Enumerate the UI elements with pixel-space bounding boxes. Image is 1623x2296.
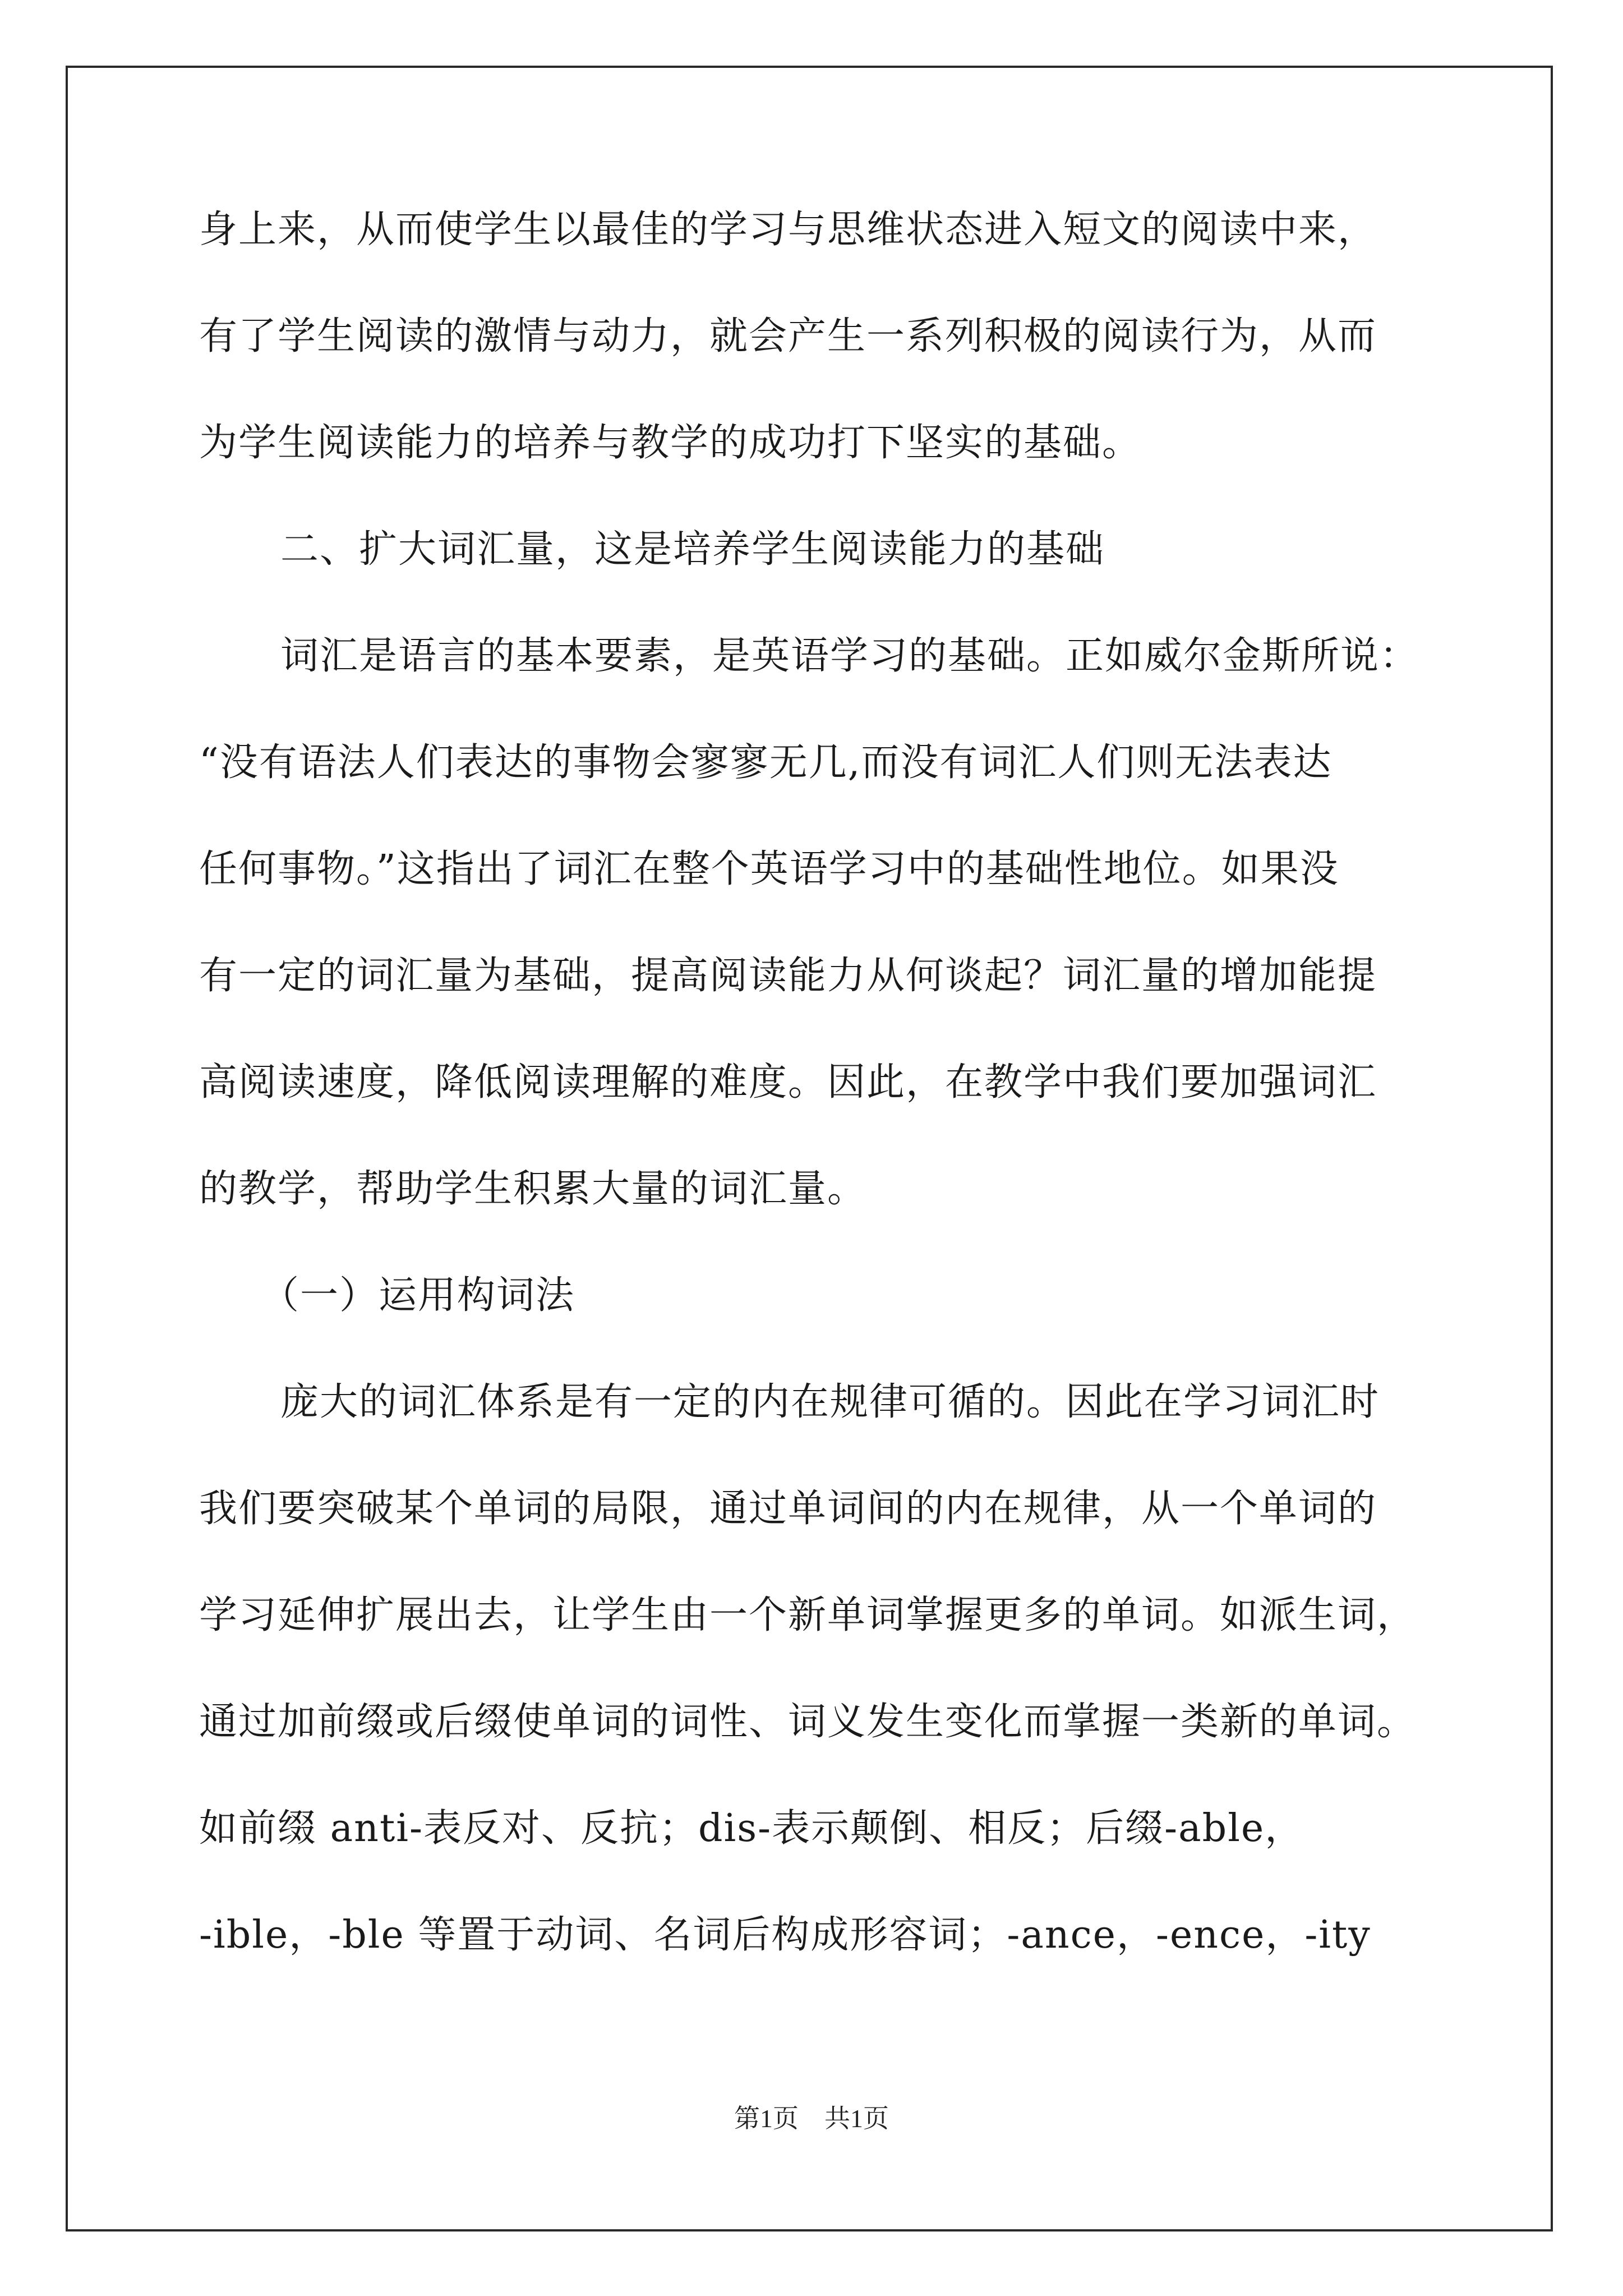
text-line: 有了学生阅读的激情与动力，就会产生一系列积极的阅读行为，从而 — [199, 314, 1377, 358]
text-line: 庞大的词汇体系是有一定的内在规律可循的。因此在学习词汇时 — [280, 1380, 1380, 1424]
text-line: 身上来，从而使学生以最佳的学习与思维状态进入短文的阅读中来， — [199, 208, 1377, 252]
text-line: 我们要突破某个单词的局限，通过单词间的内在规律，从一个单词的 — [199, 1487, 1377, 1531]
text-line: -ible，-ble 等置于动词、名词后构成形容词；-ance，-ence，-ity — [199, 1913, 1371, 1957]
text-line: 通过加前缀或后缀使单词的词性、词义发生变化而掌握一类新的单词。 — [199, 1700, 1417, 1744]
subsection-heading: （一）运用构词法 — [261, 1273, 575, 1318]
text-line: 词汇是语言的基本要素，是英语学习的基础。正如威尔金斯所说： — [280, 634, 1419, 678]
text-line: 为学生阅读能力的培养与教学的成功打下坚实的基础。 — [199, 421, 1142, 465]
text-line: 任何事物。”这指出了词汇在整个英语学习中的基础性地位。如果没 — [199, 847, 1339, 891]
section-heading: 二、扩大词汇量，这是培养学生阅读能力的基础 — [280, 527, 1105, 572]
text-line: 高阅读速度，降低阅读理解的难度。因此，在教学中我们要加强词汇 — [199, 1060, 1377, 1105]
text-line: “没有语法人们表达的事物会寥寥无几,而没有词汇人们则无法表达 — [199, 740, 1332, 785]
page-footer: 第1页 共1页 — [734, 2104, 889, 2133]
text-line: 学习延伸扩展出去，让学生由一个新单词掌握更多的单词。如派生词， — [199, 1593, 1417, 1637]
text-line: 如前缀 anti-表反对、反抗；dis-表示颠倒、相反；后缀-able， — [199, 1806, 1304, 1851]
text-line: 的教学，帮助学生积累大量的词汇量。 — [199, 1167, 867, 1211]
text-line: 有一定的词汇量为基础，提高阅读能力从何谈起？词汇量的增加能提 — [199, 954, 1377, 998]
